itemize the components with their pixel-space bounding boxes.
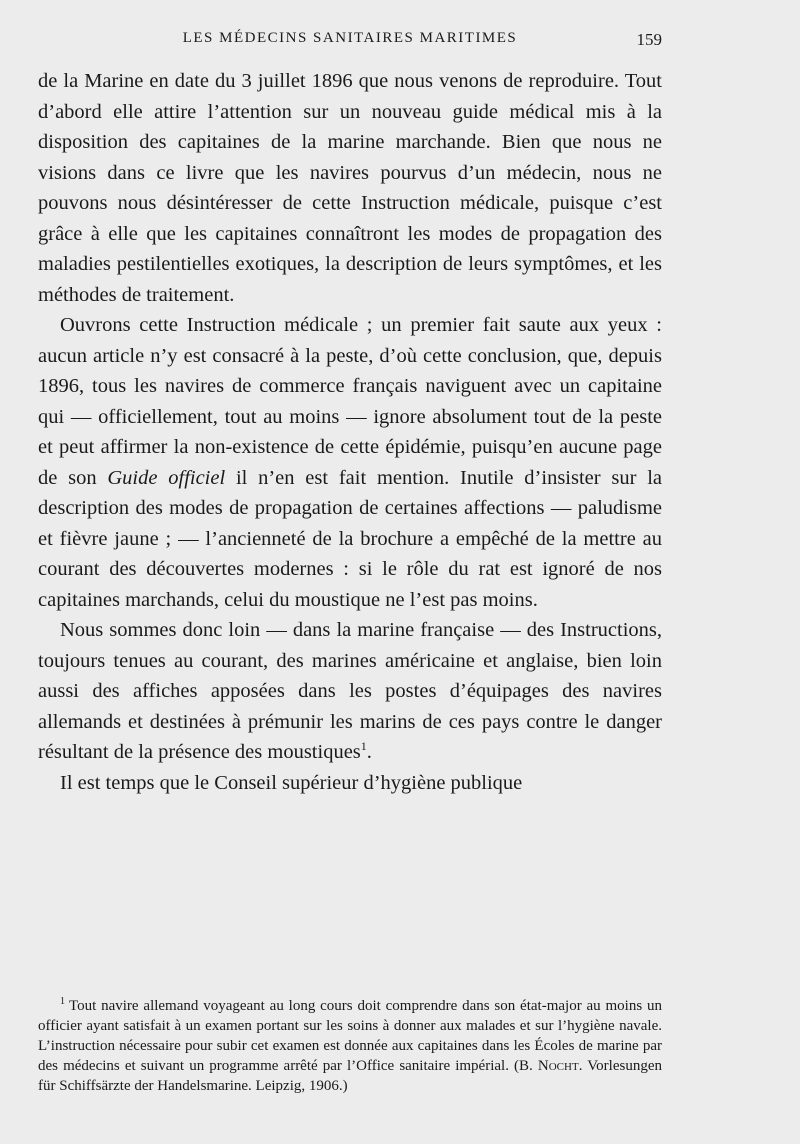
footnote-reference[interactable]: 1 [360, 739, 367, 754]
paragraph-text: Nous sommes donc loin — dans la marine française — des Instructions, toujours tenues au courant, des marines américaine et anglaise, bien loin aussi des affiches apposées dans les postes d’équipages des navires allemands et destinées à prémunir les marins de ces pays contre le danger résultant de la présence des moustiques [38, 619, 662, 763]
page-header [38, 30, 662, 56]
paragraph-text: Ouvrons cette Instruction médicale ; un premier fait saute aux yeux : aucun article n’y est consacré à la peste, d’où cette conclusion, que, depuis 1896, tous les navires de commerce français naviguent avec un capitaine qui — officiellement, tout au moins — ignore absolument tout de la peste et peut affirmer la non-existence de cette épidémie, puisqu’en aucune page de son [38, 314, 662, 489]
footnote-mark: 1 [60, 996, 65, 1007]
paragraph-end: . [366, 741, 372, 763]
footnote-text: Tout navire allemand voyageant au long cours doit comprendre dans son état-major au moins un officier ayant satisfait à un examen portant sur les soins à donner aux malades et sur l’hygiène navale. L’instruction nécessaire pour subir cet examen est donnée aux capitaines dans les Écoles de marine par des médecins et suivant un programme arrêté par l’Office sanitaire impérial. (B. [38, 998, 662, 1074]
paragraph-text: il n’en est fait mention. Inutile d’insister sur la description des modes de propagation de certaines affections — paludisme et fièvre jaune ; — l’ancienneté de la brochure a empêché de la mettre au courant des découvertes modernes : si le rôle du rat est ignoré de nos capitaines marchands, celui du moustique ne l’est pas moins. [38, 466, 662, 611]
footnote-citation: . Vorlesungen für Schiffsärzte der Handelsmarine. Leipzig, 1906.) [38, 1058, 662, 1094]
paragraph [38, 615, 662, 768]
running-head: LES MÉDECINS SANITAIRES MARITIMES [182, 30, 518, 46]
main-text [38, 66, 662, 798]
paragraph: Il est temps que le Conseil supérieur d’hygiène publique [60, 771, 523, 794]
footnote-author: Nocht [537, 1058, 579, 1074]
page-number: 159 [636, 30, 662, 49]
footnotes [38, 996, 662, 1096]
italic-title: Guide officiel [107, 466, 226, 489]
paragraph-continued: de la Marine en date du 3 juillet 1896 que nous venons de reproduire. Tout d’abord elle attire l’attention sur un nouveau guide médical mis à la disposition des capitaines de la marine marchande. Bien que nous ne visions dans ce livre que les navires pourvus d’un médecin, nous ne pouvons nous désintéresser de cette Instruction médicale, puisque c’est grâce à elle que les capitaines connaîtront les modes de propagation des maladies pestilentielles exotiques, la description de leurs symptômes, et les méthodes de traitement. [38, 70, 662, 306]
paragraph [38, 310, 662, 615]
footnote [38, 996, 662, 1096]
